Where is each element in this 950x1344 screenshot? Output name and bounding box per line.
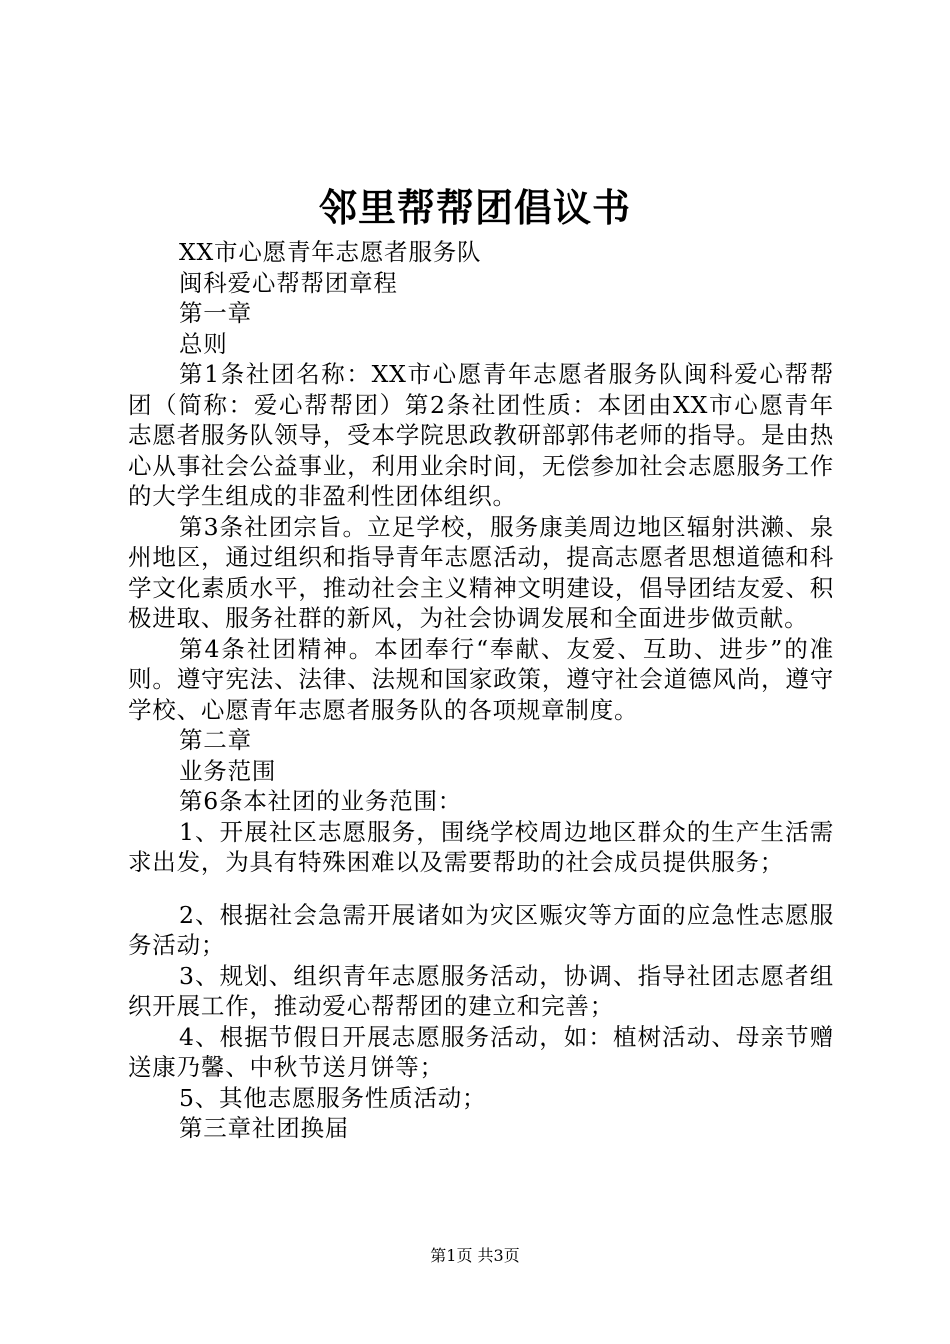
paragraph-scope-item-3: 3、规划、组织青年志愿服务活动，协调、指导社团志愿者组织开展工作，推动爱心帮帮团的建立和完善； <box>128 961 834 1020</box>
paragraph-scope-item-4: 4、根据节假日开展志愿服务活动，如：植树活动、母亲节赠送康乃馨、中秋节送月饼等； <box>128 1022 834 1081</box>
paragraph-chapter-1: 第一章 <box>179 299 252 327</box>
page-footer: 第1页 共3页 <box>430 1246 520 1265</box>
paragraph-general-rules: 总则 <box>179 329 228 358</box>
paragraph-scope-item-2: 2、根据社会急需开展诸如为灾区赈灾等方面的应急性志愿服务活动； <box>128 900 834 959</box>
paragraph-article-4: 第4条社团精神。本团奉行“奉献、友爱、互助、进步”的准则。遵守宪法、法律、法规和国家政策，遵守社会道德风尚，遵守学校、心愿青年志愿者服务队的各项规章制度。 <box>128 634 834 724</box>
paragraph-article-6: 第6条本社团的业务范围： <box>179 787 463 815</box>
paragraph-scope-item-5: 5、其他志愿服务性质活动； <box>179 1083 487 1112</box>
document-title: 邻里帮帮团倡议书 <box>318 185 631 230</box>
paragraph-article-3: 第3条社团宗旨。立足学校，服务康美周边地区辐射洪濑、泉州地区，通过组织和指导青年志愿活动，提高志愿者思想道德和科学文化素质水平，推动社会主义精神文明建设，倡导团结友爱、积极进取、服务社群的新风，为社会协调发展和全面进步做贡献。 <box>128 512 834 632</box>
paragraph-business-scope: 业务范围 <box>179 756 277 785</box>
paragraph-charter-title: 闽科爱心帮帮团章程 <box>179 268 398 297</box>
paragraph-chapter-2: 第二章 <box>179 726 252 754</box>
paragraph-org-name: XX市心愿青年志愿者服务队 <box>179 238 482 266</box>
paragraph-chapter-3: 第三章社团换届 <box>179 1114 350 1142</box>
document-body <box>128 237 834 1144</box>
paragraph-scope-item-1: 1、开展社区志愿服务，围绕学校周边地区群众的生产生活需求出发，为具有特殊困难以及需要帮助的社会成员提供服务； <box>128 817 834 876</box>
paragraph-article-1-2: 第1条社团名称：XX市心愿青年志愿者服务队闽科爱心帮帮团（简称：爱心帮帮团）第2条社团性质：本团由XX市心愿青年志愿者服务队领导，受本学院思政教研部郭伟老师的指导。是由热心从事社会公益事业，利用业余时间，无偿参加社会志愿服务工作的大学生组成的非盈利性团体组织。 <box>128 360 834 510</box>
